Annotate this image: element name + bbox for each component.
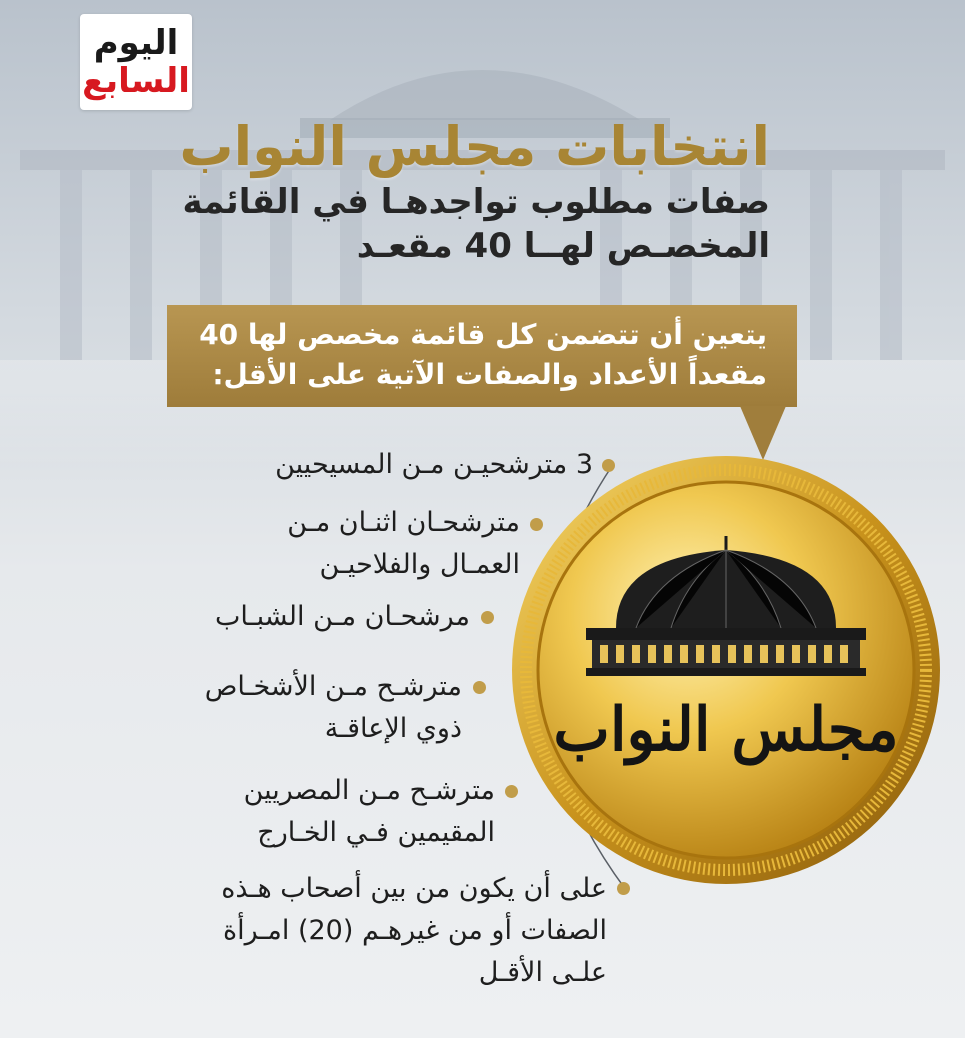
page-subtitle	[130, 180, 770, 268]
callout-box	[167, 305, 797, 407]
list-item-line: المقيمين فـي الخـارج	[257, 817, 495, 848]
list-item-line: مترشـح مـن الأشخـاص	[204, 671, 462, 702]
list-item-line: مرشحـان مـن الشبـاب	[215, 601, 470, 632]
list-item-line: مترشـح مـن المصريين	[243, 775, 495, 806]
emblem-text: مجلس النواب	[553, 695, 899, 765]
list-item-line: مترشحـان اثنـان مـن	[287, 507, 520, 538]
subtitle-line-1: صفات مطلوب تواجدهـا في القائمة	[182, 182, 770, 222]
timeline-dot-3	[481, 611, 494, 624]
list-item	[70, 596, 470, 638]
timeline-dot-4	[473, 681, 486, 694]
list-item-line: ذوي الإعاقـة	[324, 713, 462, 744]
page-title: انتخابات مجلس النواب	[179, 115, 770, 178]
list-item-line: على أن يكون من بين أصحاب هـذه	[221, 873, 607, 904]
logo-line-1: اليوم	[93, 23, 179, 63]
list-item-line: العمـال والفلاحيـن	[319, 549, 520, 580]
parliament-emblem-coin	[506, 450, 946, 890]
list-item	[62, 666, 462, 750]
list-item-line: 3 مترشحيـن مـن المسيحيين	[275, 449, 593, 480]
list-item	[75, 770, 495, 854]
logo-line-2: السابع	[82, 61, 190, 101]
list-item-line: علـى الأقـل	[478, 957, 607, 988]
subtitle-line-2: المخصـص لهــا 40 مقعـد	[356, 226, 770, 266]
callout-line-2: مقعداً الأعداد والصفات الآتية على الأقل:	[212, 358, 767, 391]
site-logo[interactable]	[80, 14, 192, 110]
list-item	[80, 502, 520, 586]
list-item-line: الصفات أو من غيرهـم (20) امـرأة	[222, 915, 607, 946]
callout-line-1: يتعين أن تتضمن كل قائمة مخصص لها 40	[199, 318, 767, 351]
